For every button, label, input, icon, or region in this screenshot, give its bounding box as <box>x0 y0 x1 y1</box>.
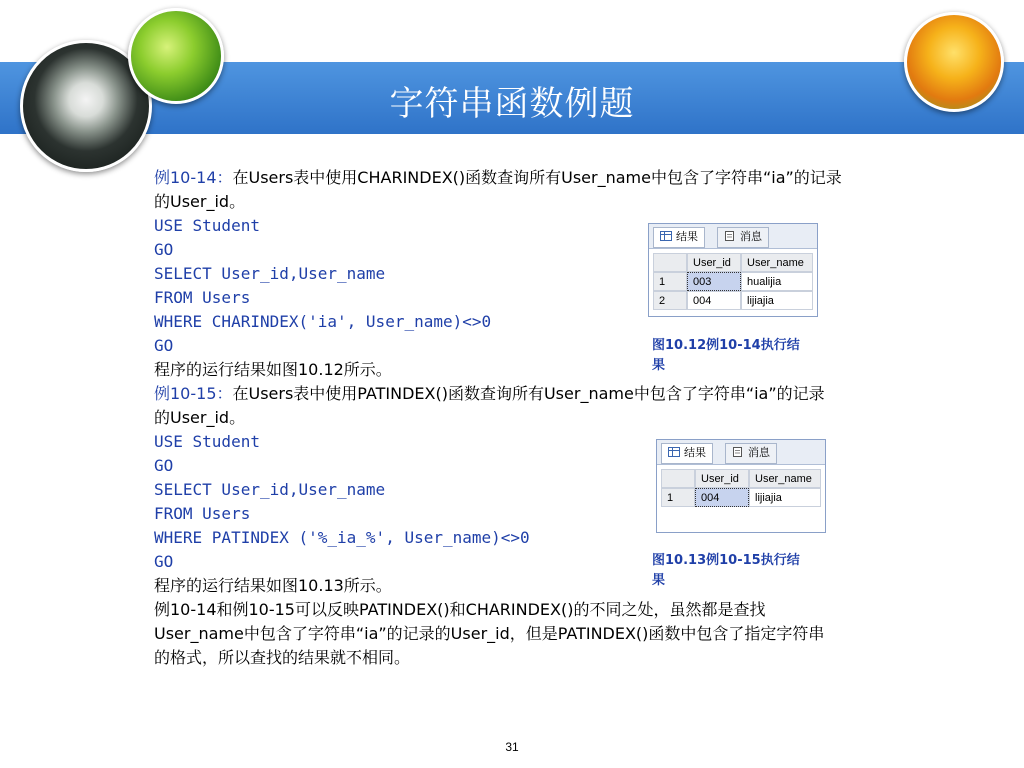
code-line: FROM Users <box>154 288 251 307</box>
text-line: 程序的运行结果如图10.12所示。 <box>154 360 392 379</box>
grid-icon <box>668 445 680 455</box>
result-grid-2 <box>656 439 826 533</box>
example-15-description: 在Users表中使用PATINDEX()函数查询所有User_name中包含了字符串“ia”的记录 <box>232 384 825 403</box>
code-line: SELECT User_id,User_name <box>154 264 386 283</box>
row-number: 2 <box>653 291 687 310</box>
table-cell[interactable]: lijiajia <box>749 488 821 507</box>
tab-messages[interactable]: 消息 <box>717 227 769 248</box>
result-tabs <box>649 224 817 249</box>
figure-caption-10-12: 图10.12例10-14执行结 果 <box>652 338 800 373</box>
tab-results[interactable]: 结果 <box>661 443 713 464</box>
summary-line: 例10-14和例10-15可以反映PATINDEX()和CHARINDEX()的不同之处，虽然都是查找 <box>154 600 766 619</box>
message-icon <box>724 229 736 239</box>
column-header[interactable]: User_id <box>695 469 749 488</box>
row-number: 1 <box>653 272 687 291</box>
row-number: 1 <box>661 488 695 507</box>
slide-title: 字符串函数例题 <box>389 84 635 124</box>
example-15-label: 例10-15： <box>154 384 233 403</box>
code-line: USE Student <box>154 432 260 451</box>
code-line: WHERE CHARINDEX('ia', User_name)<>0 <box>154 312 492 331</box>
code-line: WHERE PATINDEX ('%_ia_%', User_name)<>0 <box>154 528 530 547</box>
table-cell[interactable]: lijiajia <box>741 291 813 310</box>
example-15-heading <box>154 382 825 406</box>
code-line: GO <box>154 456 174 475</box>
example-14-heading <box>154 166 842 190</box>
example-14-label: 例10-14： <box>154 168 233 187</box>
text-line: 的User_id。 <box>154 408 246 427</box>
grid-corner <box>661 469 695 488</box>
table-cell[interactable]: hualijia <box>741 272 813 291</box>
text-line: 的User_id。 <box>154 192 246 211</box>
tab-messages[interactable]: 消息 <box>725 443 777 464</box>
figure-caption-10-13: 图10.13例10-15执行结 果 <box>652 553 800 588</box>
column-header[interactable]: User_id <box>687 253 741 272</box>
table-cell[interactable]: 003 <box>687 272 741 291</box>
table-cell[interactable]: 004 <box>687 291 741 310</box>
result-tabs <box>657 440 825 465</box>
grid-icon <box>660 229 672 239</box>
code-line: GO <box>154 336 174 355</box>
tab-results[interactable]: 结果 <box>653 227 705 248</box>
code-line: GO <box>154 552 174 571</box>
summary-line: User_name中包含了字符串“ia”的记录的User_id，但是PATINDEX()函数中包含了指定字符串 <box>154 624 825 643</box>
example-14-description: 在Users表中使用CHARINDEX()函数查询所有User_name中包含了字符串“ia”的记录 <box>232 168 842 187</box>
code-line: USE Student <box>154 216 260 235</box>
grid-corner <box>653 253 687 272</box>
table-cell[interactable]: 004 <box>695 488 749 507</box>
column-header[interactable]: User_name <box>741 253 813 272</box>
code-line: SELECT User_id,User_name <box>154 480 386 499</box>
summary-line: 的格式，所以查找的结果就不相同。 <box>154 648 411 667</box>
page-number: 31 <box>505 740 519 754</box>
code-line: GO <box>154 240 174 259</box>
code-line: FROM Users <box>154 504 251 523</box>
message-icon <box>732 445 744 455</box>
result-grid-1 <box>648 223 818 317</box>
column-header[interactable]: User_name <box>749 469 821 488</box>
text-line: 程序的运行结果如图10.13所示。 <box>154 576 392 595</box>
